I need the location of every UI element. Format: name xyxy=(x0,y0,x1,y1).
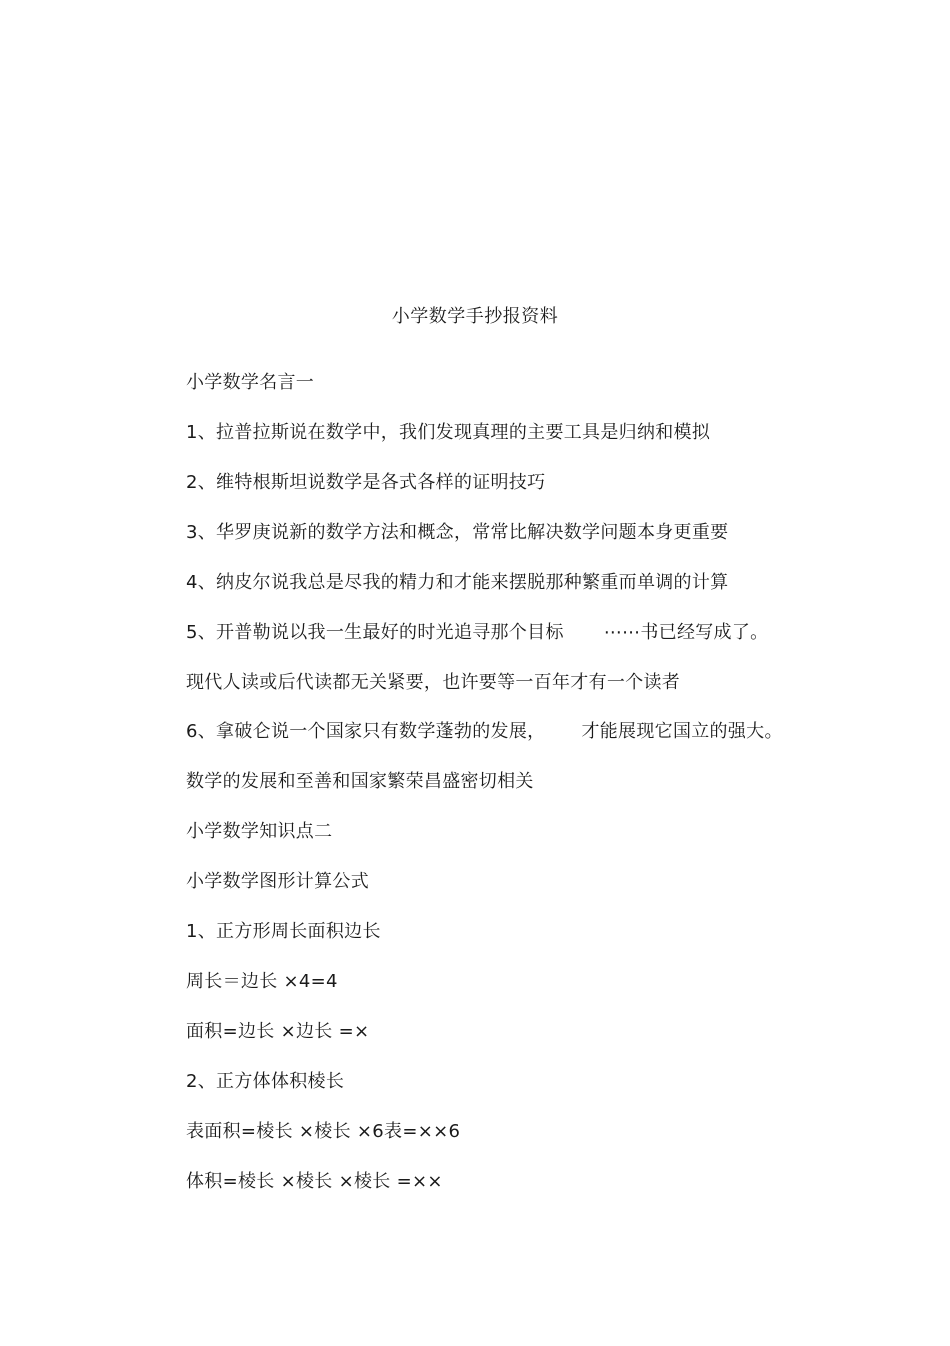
square-title: 1、正方形周长面积边长 xyxy=(186,921,381,942)
quote-5-part1: 5、开普勒说以我一生最好的时光追寻那个目标 xyxy=(186,622,564,643)
quote-6-part2: 才能展现它国立的强大。 xyxy=(581,721,783,742)
square-perimeter-formula: 周长＝边长 ×4=4 xyxy=(186,971,338,992)
quote-5 xyxy=(186,620,768,646)
quote-5-part2: ⋯⋯书已经写成了。 xyxy=(603,622,769,643)
section-two-subheading: 小学数学图形计算公式 xyxy=(186,871,369,892)
square-area-formula: 面积=边长 ×边长 =× xyxy=(186,1021,370,1042)
cube-surface-area-formula: 表面积=棱长 ×棱长 ×6表=××6 xyxy=(186,1121,461,1142)
quote-2: 2、维特根斯坦说数学是各式各样的证明技巧 xyxy=(186,472,546,493)
document-title: 小学数学手抄报资料 xyxy=(391,306,559,327)
quote-4: 4、纳皮尔说我总是尽我的精力和才能来摆脱那种繁重而单调的计算 xyxy=(186,572,729,593)
cube-title: 2、正方体体积棱长 xyxy=(186,1071,345,1092)
section-one-heading: 小学数学名言一 xyxy=(186,372,315,393)
quote-5-continuation: 现代人读或后代读都无关紧要，也许要等一百年才有一个读者 xyxy=(186,672,681,693)
quote-6 xyxy=(186,719,783,745)
quote-3: 3、华罗庚说新的数学方法和概念，常常比解决数学问题本身更重要 xyxy=(186,522,729,543)
quote-6-continuation: 数学的发展和至善和国家繁荣昌盛密切相关 xyxy=(186,771,534,792)
quote-1: 1、拉普拉斯说在数学中，我们发现真理的主要工具是归纳和模拟 xyxy=(186,422,711,443)
cube-volume-formula: 体积=棱长 ×棱长 ×棱长 =×× xyxy=(186,1171,443,1192)
section-two-heading: 小学数学知识点二 xyxy=(186,821,333,842)
quote-6-part1: 6、拿破仑说一个国家只有数学蓬勃的发展， xyxy=(186,721,546,742)
